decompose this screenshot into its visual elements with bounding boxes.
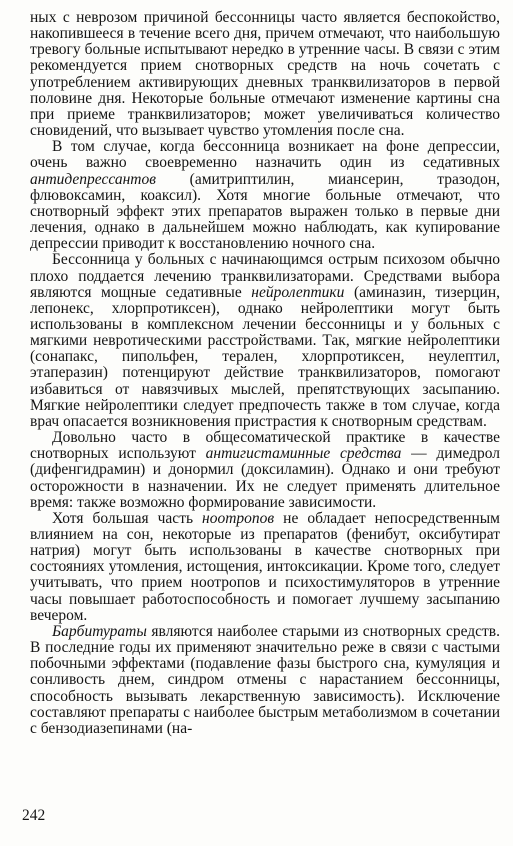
- paragraph-continuation: [30, 10, 500, 139]
- body-text: [30, 10, 500, 737]
- text-run: являются наиболее старыми из снотворных средств. В последние годы их применяют значительно реже в связи с частыми побочными эффектами (подавление фазы быстрого сна, кумуляция и сонливость днем, синдром отмены с нарастанием бессонницы, способность вызывать лекарственную зависимость). Исключение составляют препараты с наиболее быстрым метаболизмом в сочетании с бензодиазепинами (на-: [30, 622, 500, 737]
- italic-term: ноотропов: [202, 509, 275, 527]
- paragraph-neuroleptics: [30, 252, 500, 430]
- text-run: В том случае, когда бессонница возникает на фоне депрессии, очень важно своевременно назначить один из седативных: [30, 138, 500, 172]
- italic-term: антидепрессантов: [30, 170, 156, 188]
- text-run: Бессонница у больных с начинающимся острым психозом обычно плохо поддается лечению транквилизаторами. Средствами выбора являются мощные седативные: [30, 251, 500, 301]
- text-run: Довольно часто в общесоматической практике в качестве снотворных используют: [30, 429, 500, 463]
- italic-term: нейролептики: [251, 283, 345, 301]
- text-run: — димедрол (дифенгидрамин) и донормил (доксиламин). Однако и они требуют осторожности в назначении. Их не следует применять длительное время: также возможно формирование зависимости.: [30, 445, 500, 511]
- paragraph-barbiturates: [30, 624, 500, 737]
- text-run: (амитриптилин, миансерин, тразодон, флювоксамин, коаксил). Хотя многие больные отмечают, что снотворный эффект этих препаратов выражен только в первые дни лечения, однако в дальнейшем можно наблюдать, как купирование депрессии приводит к восстановлению ночного сна.: [30, 170, 500, 253]
- page-number: 242: [22, 807, 46, 824]
- paragraph-antihistamines: [30, 430, 500, 511]
- italic-term: антигистаминные средства: [205, 445, 402, 463]
- italic-term: Барбитураты: [52, 622, 147, 640]
- text-run: (аминазин, тизерцин, лепонекс, хлорпротиксен), однако нейролептики могут быть использованы в комплексном лечении бессонницы и у больных с мягкими невротическими расстройствами. Так, мягкие нейролептики (сонапакс, пипольфен, терален, хлорпротиксен, неулептил, этаперазин) потенцируют действие транквилизаторов, помогают избавиться от навязчивых мыслей, препятствующих засыпанию. Мягкие нейролептики следует предпочесть также в том случае, когда врач опасается возникновения пристрастия к снотворным средствам.: [30, 283, 500, 430]
- paragraph-antidepressants: [30, 139, 500, 252]
- text-run: не обладает непосредственным влиянием на сон, некоторые из препаратов (фенибут, оксибутират натрия) могут быть использованы в качестве снотворных при состояниях утомления, истощения, интоксикации. Кроме того, следует учитывать, что прием ноотропов и психостимуляторов в утренние часы повышает работоспособность и помогает лучшему засыпанию вечером.: [30, 509, 500, 624]
- text-run: ных с неврозом причиной бессонницы часто является беспокойство, накопившееся в течение всего дня, причем отмечают, что наибольшую тревогу больные испытывают нередко в утренние часы. В связи с этим рекомендуется прием снотворных средств на ночь сочетать с употреблением активирующих дневных транквилизаторов в первой половине дня. Некоторые больные отмечают изменение картины сна при приеме транквилизаторов; может увеличиваться количество сновидений, что вызывает чувство утомления после сна.: [30, 9, 500, 140]
- paragraph-nootropics: [30, 511, 500, 624]
- text-run: Хотя большая часть: [52, 509, 203, 527]
